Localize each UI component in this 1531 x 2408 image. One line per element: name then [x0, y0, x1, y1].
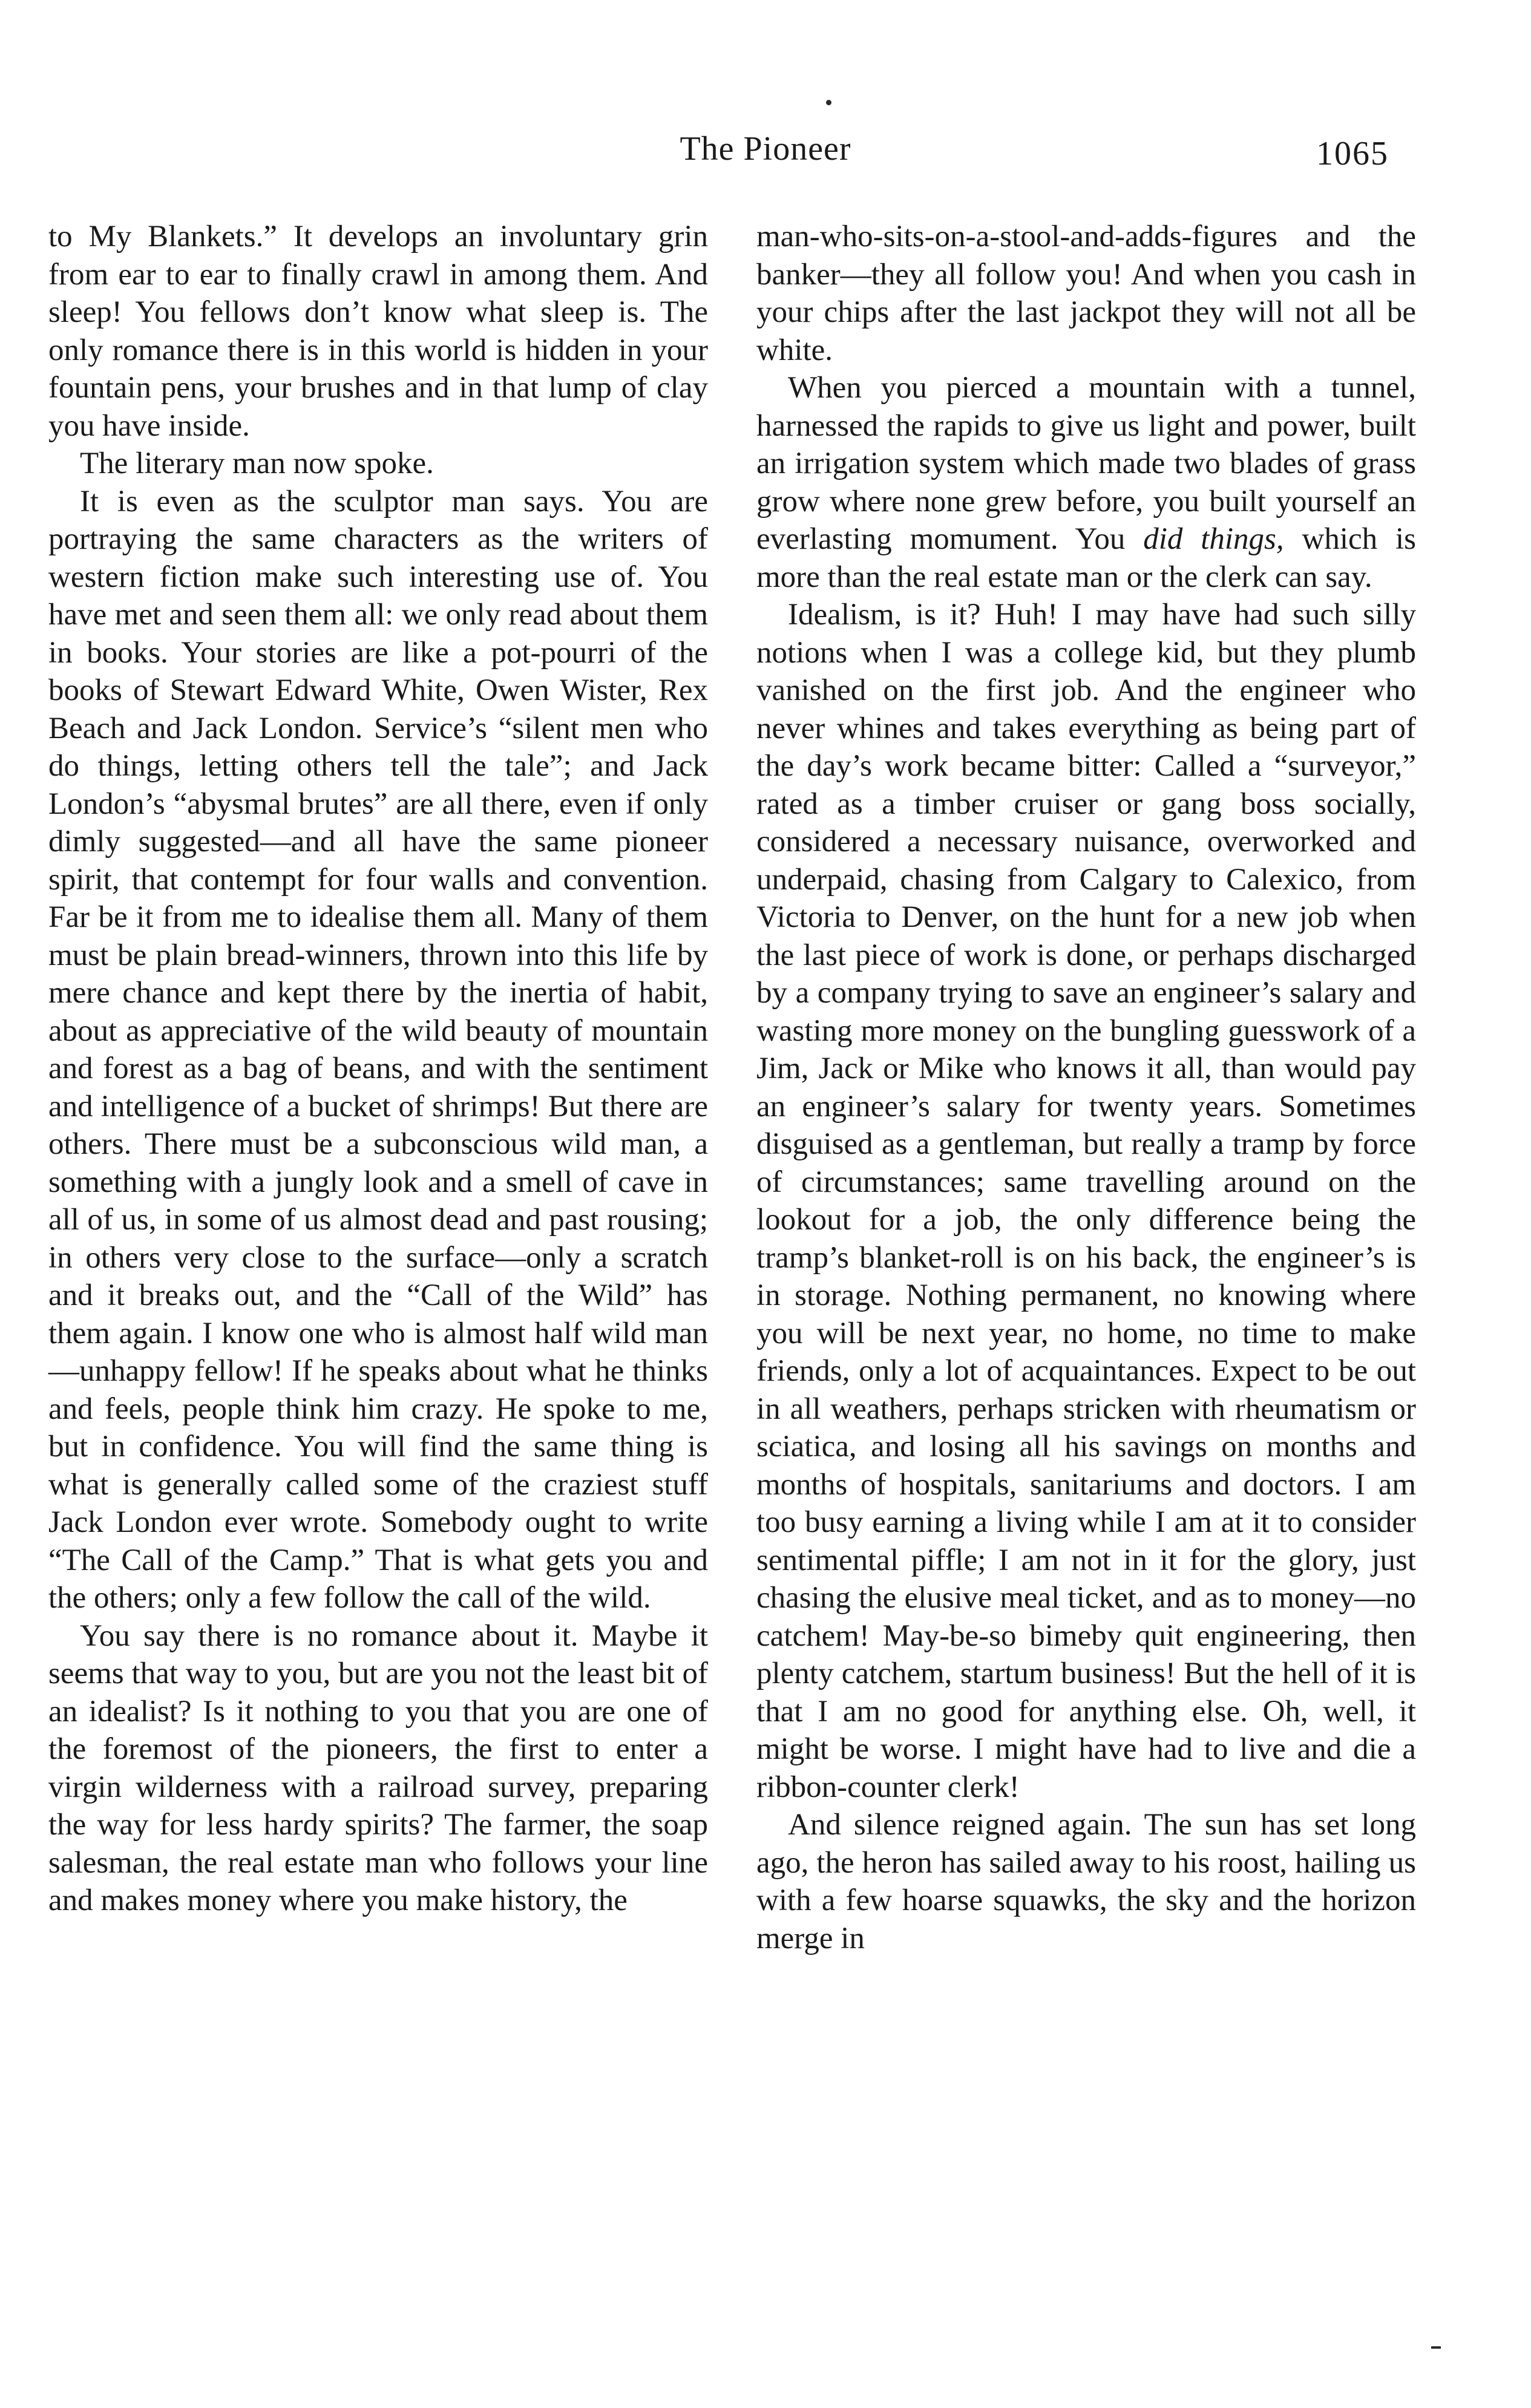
left-column — [48, 218, 708, 1920]
right-column — [756, 218, 1416, 1957]
right-paragraph-4: And silence reigned again. The sun has set long ago, the heron has sailed away to his roost, hailing us with a few hoarse squawks, the sky and the horizon merge in — [756, 1808, 1416, 1955]
printer-dot-mark — [826, 100, 831, 105]
printer-dash-mark — [1431, 2346, 1441, 2349]
left-paragraph-3: It is even as the sculptor man says. You are portraying the same characters as the writers of western fiction make such interesting use of. You have met and seen them all: we only read about them in books. Your stories are like a pot-pourri of the books of Stewart Edward White, Owen Wister, Rex Beach and Jack London. Service’s “silent men who do things, letting others tell the tale”; and Jack London’s “abysmal brutes” are all there, even if only dimly suggested—and all have the same pioneer spirit, that contempt for four walls and convention. Far be it from me to idealise them all. Many of them must be plain bread-winners, thrown into this life by mere chance and kept there by the inertia of habit, about as appreciative of the wild beauty of mountain and forest as a bag of beans, and with the sentiment and intelligence of a bucket of shrimps! But there are others. There must be a subconscious wild man, a something with a jungly look and a smell of cave in all of us, in some of us almost dead and past rousing; in others very close to the surface—only a scratch and it breaks out, and the “Call of the Wild” has them again. I know one who is almost half wild man—unhappy fellow! If he speaks about what he thinks and feels, people think him crazy. He spoke to me, but in confidence. You will find the same thing is what is generally called some of the craziest stuff Jack London ever wrote. Somebody ought to write “The Call of the Camp.” That is what gets you and the others; only a few follow the call of the wild. — [48, 484, 708, 1615]
right-paragraph-2 — [756, 369, 1416, 596]
right-paragraph-1: man-who-sits-on-a-stool-and-adds-figures and the banker—they all follow you! And when you cash in your chips after the last jackpot they will not all be white. — [756, 220, 1416, 367]
left-paragraph-2: The literary man now spoke. — [80, 447, 434, 480]
left-paragraph-4: You say there is no romance about it. Maybe it seems that way to you, but are you not the least bit of an idealist? Is it nothing to you that you are one of the foremost of the pioneers, the first to enter a virgin wilderness with a railroad survey, preparing the way for less hardy spirits? The farmer, the soap salesman, the real estate man who follows your line and makes money where you make history, the — [48, 1618, 708, 1917]
emphasis-did-things: did things, — [1143, 522, 1284, 556]
page-number: 1065 — [1316, 135, 1389, 172]
running-head — [0, 121, 1531, 188]
right-paragraph-2-end: which is more than the real estate man or the clerk can say. — [756, 522, 1416, 594]
right-paragraph-3: Idealism, is it? Huh! I may have had such silly notions when I was a college kid, but they plumb vanished on the first job. And the engineer who never whines and takes everything as being part of the day’s work became bitter: Called a “surveyor,” rated as a timber cruiser or gang boss socially, considered a necessary nuisance, overworked and underpaid, chasing from Calgary to Calexico, from Victoria to Denver, on the hunt for a new job when the last piece of work is done, or perhaps discharged by a company trying to save an engineer’s salary and wasting more money on the bungling guesswork of a Jim, Jack or Mike who knows it all, than would pay an engineer’s salary for twenty years. Sometimes disguised as a gentleman, but really a tramp by force of circumstances; same travelling around on the lookout for a job, the only difference being the tramp’s blanket-roll is on his back, the engineer’s is in storage. Nothing permanent, no knowing where you will be next year, no home, no time to make friends, only a lot of acquaintances. Expect to be out in all weathers, perhaps stricken with rheumatism or sciatica, and losing all his savings on months and months of hospitals, sanitariums and doctors. I am too busy earning a living while I am at it to consider sentimental piffle; I am not in it for the glory, just chasing the elusive meal ticket, and as to money—no catchem! May-be-so bimeby quit engineering, then plenty catchem, startum business! But the hell of it is that I am no good for anything else. Oh, well, it might be worse. I might have had to live and die a ribbon-counter clerk! — [756, 598, 1416, 1804]
right-paragraph-2-start: When you pierced a mountain with a tunnel, harnessed the rapids to give us light and power, built an irrigation system which made two blades of grass grow where none grew before, you built yourself an everlasting momument. You — [756, 371, 1416, 556]
left-paragraph-1: to My Blankets.” It develops an involuntary grin from ear to ear to finally crawl in among them. And sleep! You fellows don’t know what sleep is. The only romance there is in this world is hidden in your fountain pens, your brushes and in that lump of clay you have inside. — [48, 220, 708, 443]
journal-title: The Pioneer — [680, 130, 851, 168]
